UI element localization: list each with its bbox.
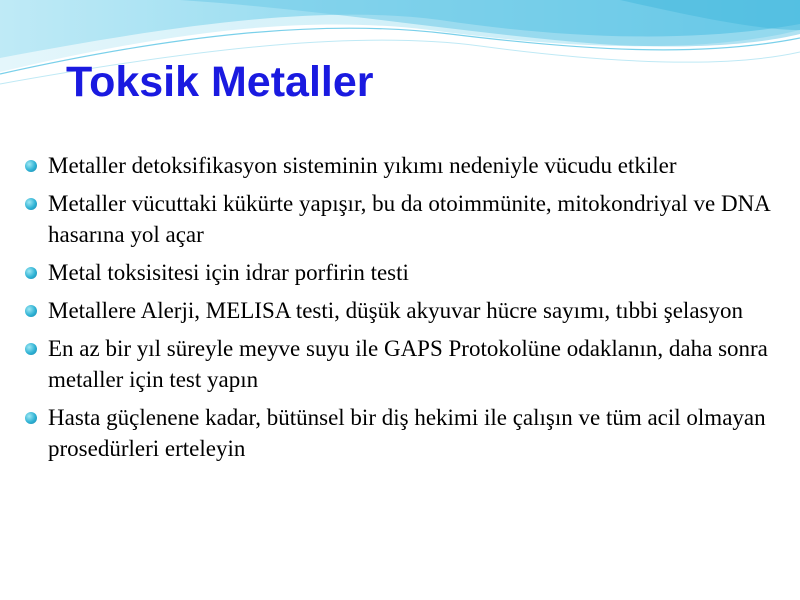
bullet-text: Metallere Alerji, MELISA testi, düşük akyuvar hücre sayımı, tıbbi şelasyon [48, 298, 743, 323]
slide-title: Toksik Metaller [66, 58, 374, 106]
bullet-dot-icon [25, 343, 37, 355]
bullet-dot-icon [25, 198, 37, 210]
bullet-item [24, 257, 794, 288]
bullet-item [24, 150, 794, 181]
bullet-dot-icon [25, 267, 37, 279]
bullet-text: Metaller detoksifikasyon sisteminin yıkımı nedeniyle vücudu etkiler [48, 153, 677, 178]
bullet-dot-icon [25, 412, 37, 424]
bullet-dot-icon [25, 160, 37, 172]
bullet-item [24, 295, 794, 326]
bullet-text: Metal toksisitesi için idrar porfirin testi [48, 260, 409, 285]
bullet-text: Metaller vücuttaki kükürte yapışır, bu da otoimmünite, mitokondriyal ve DNA hasarına yol açar [48, 191, 770, 247]
bullet-item [24, 333, 794, 395]
bullet-text: Hasta güçlenene kadar, bütünsel bir diş hekimi ile çalışın ve tüm acil olmayan prosedürleri erteleyin [48, 405, 766, 461]
bullet-item [24, 402, 794, 464]
bullet-list [24, 150, 794, 471]
bullet-text: En az bir yıl süreyle meyve suyu ile GAPS Protokolüne odaklanın, daha sonra metaller için test yapın [48, 336, 768, 392]
bullet-dot-icon [25, 305, 37, 317]
bullet-item [24, 188, 794, 250]
